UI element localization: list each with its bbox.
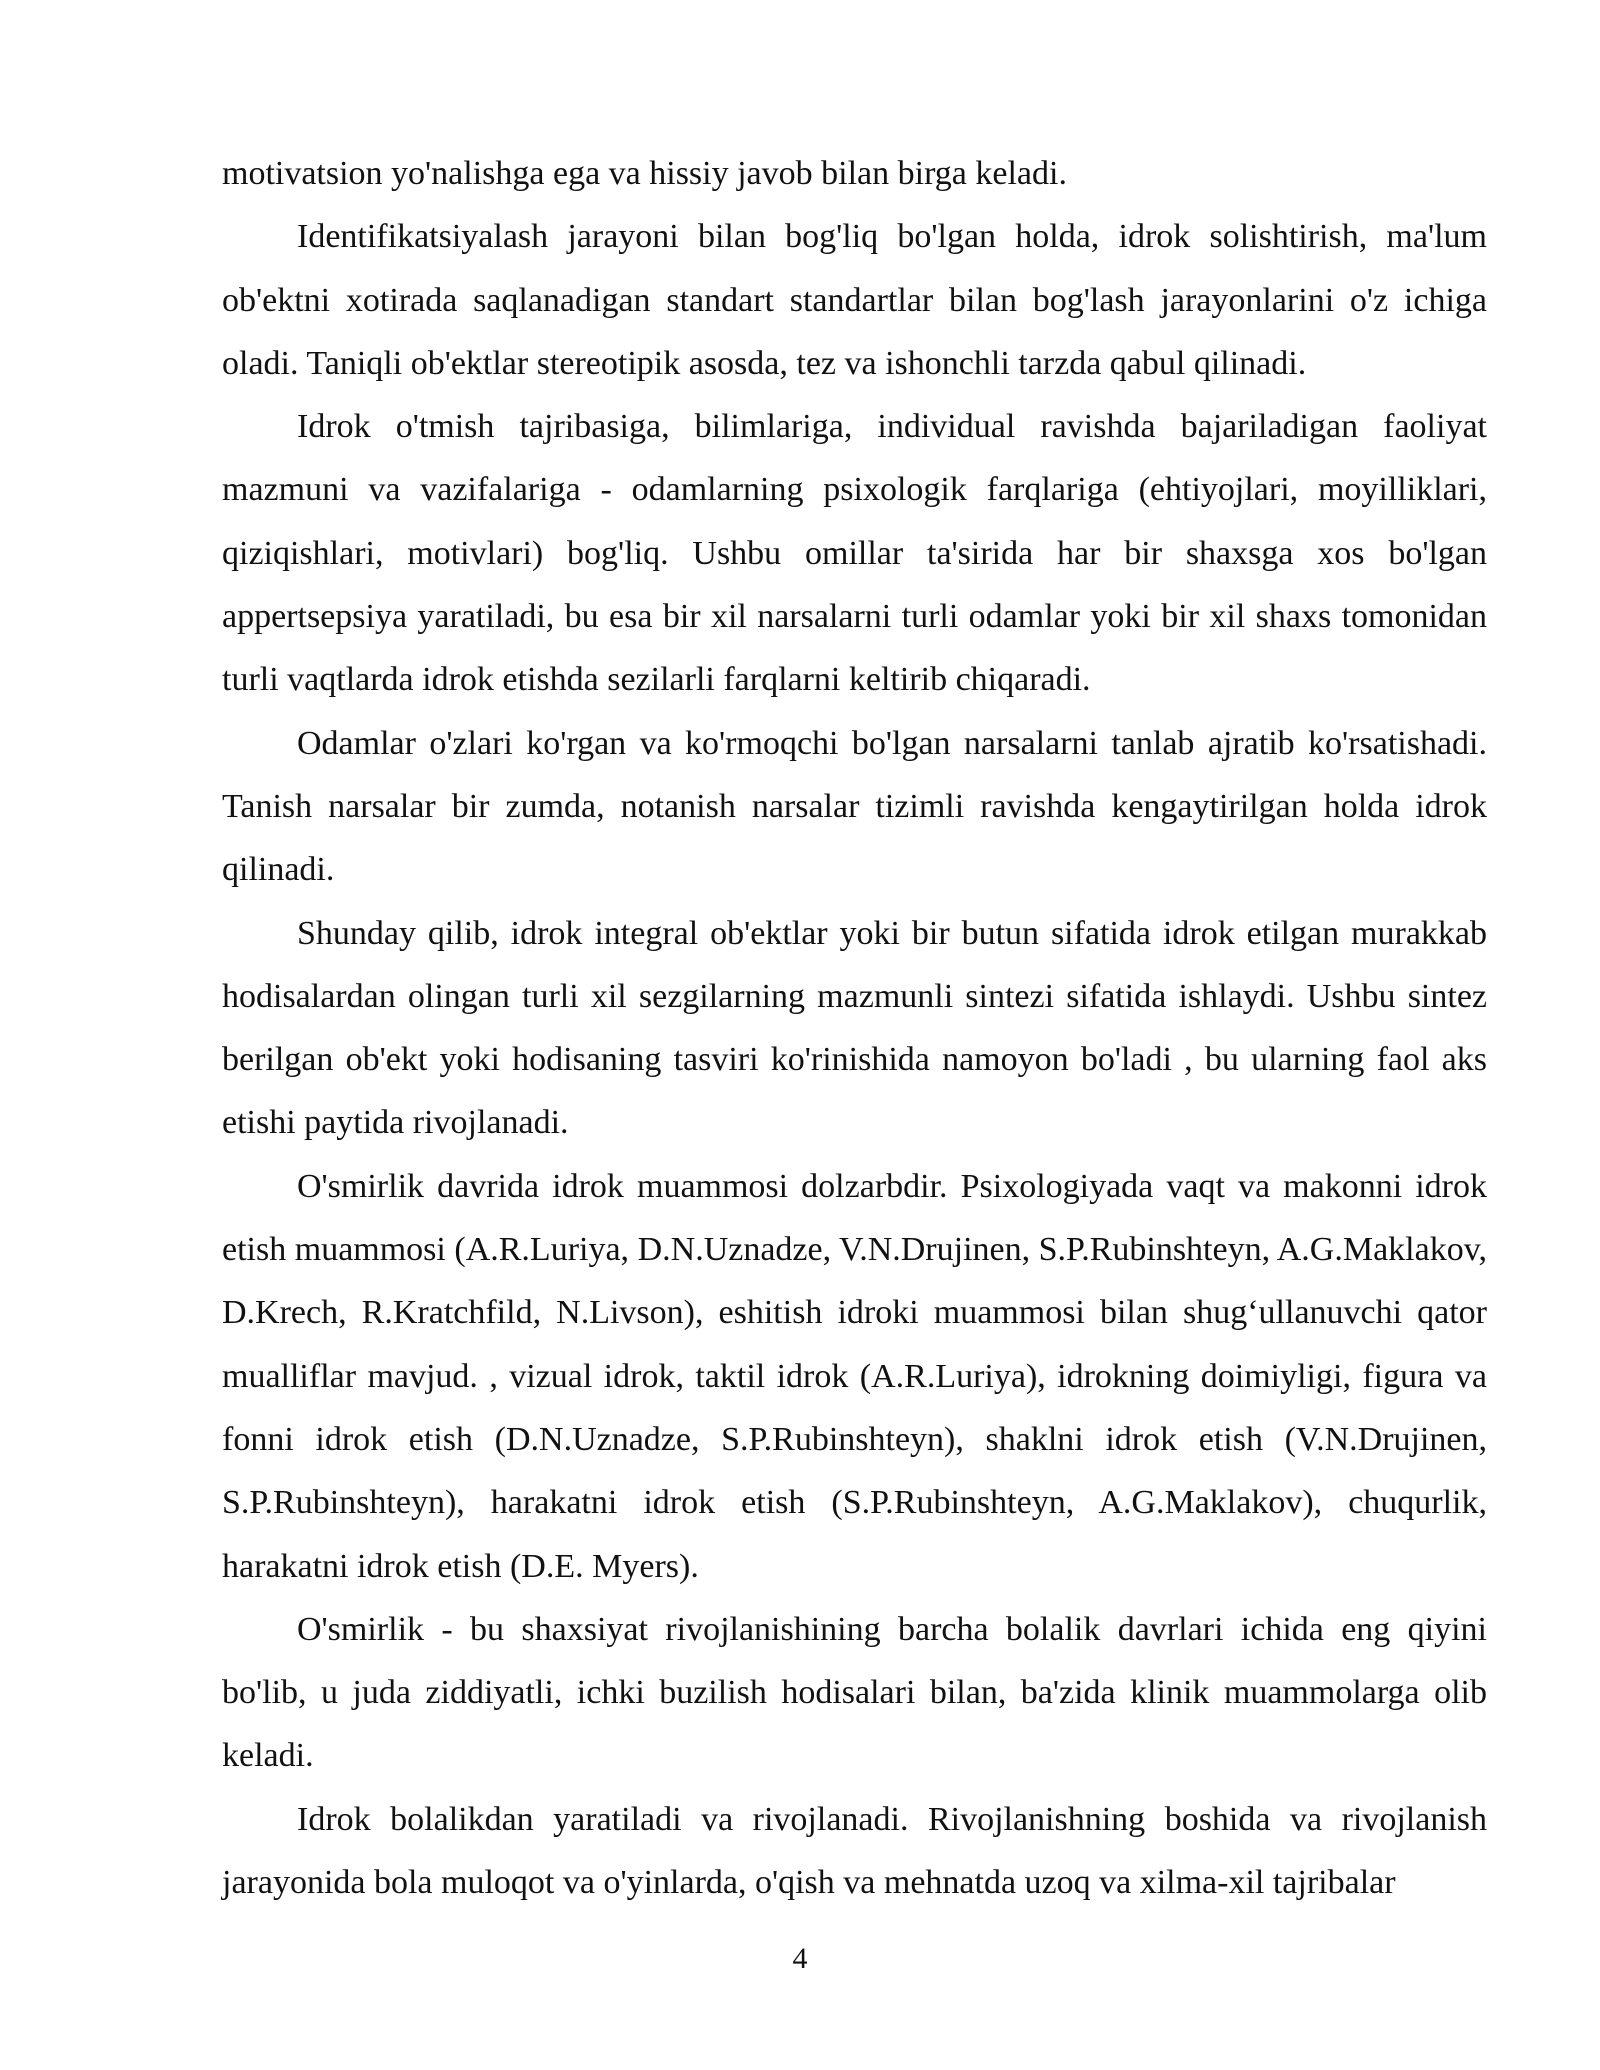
paragraph-1: motivatsion yo'nalishga ega va hissiy javob bilan birga keladi. bbox=[222, 155, 1067, 192]
paragraph-2: Identifikatsiyalash jarayoni bilan bog'liq bo'lgan holda, idrok solishtirish, ma'lum ob'ektni xotirada saqlanadigan standart standartlar bilan bog'lash jarayonlarini o'z ichiga oladi. Taniqli ob'ektlar stereotipik asosda, tez va ishonchli tarzda qabul qilinadi. bbox=[222, 218, 1487, 382]
paragraph-6: O'smirlik davrida idrok muammosi dolzarbdir. Psixologiyada vaqt va makonni idrok etish muammosi (A.R.Luriya, D.N.Uznadze, V.N.Drujinen, S.P.Rubinshteyn, A.G.Maklakov, D.Krech, R.Kratchfild, N.Livson), eshitish idroki muammosi bilan shug‘ullanuvchi qator mualliflar mavjud. , vizual idrok, taktil idrok (A.R.Luriya), idrokning doimiyligi, figura va fonni idrok etish (D.N.Uznadze, S.P.Rubinshteyn), shaklni idrok etish (V.N.Drujinen, S.P.Rubinshteyn), harakatni idrok etish (S.P.Rubinshteyn, A.G.Maklakov), chuqurlik, harakatni idrok etish (D.E. Myers). bbox=[222, 1167, 1487, 1585]
body-text bbox=[222, 142, 1487, 1914]
page-number: 4 bbox=[792, 1942, 808, 1975]
paragraph-7: O'smirlik - bu shaxsiyat rivojlanishining barcha bolalik davrlari ichida eng qiyini bo'lib, u juda ziddiyatli, ichki buzilish hodisalari bilan, ba'zida klinik muammolarga olib keladi. bbox=[222, 1610, 1487, 1775]
paragraph-4: Odamlar o'zlari ko'rgan va ko'rmoqchi bo'lgan narsalarni tanlab ajratib ko'rsatishadi. Tanish narsalar bir zumda, notanish narsalar tizimli ravishda kengaytirilgan holda idrok qilinadi. bbox=[222, 724, 1487, 889]
paragraph-3: Idrok o'tmish tajribasiga, bilimlariga, individual ravishda bajariladigan faoliyat mazmuni va vazifalariga - odamlarning psixologik farqlariga (ehtiyojlari, moyilliklari, qiziqishlari, motivlari) bog'liq. Ushbu omillar ta'sirida har bir shaxsga xos bo'lgan appertsepsiya yaratiladi, bu esa bir xil narsalarni turli odamlar yoki bir xil shaxs tomonidan turli vaqtlarda idrok etishda sezilarli farqlarni keltirib chiqaradi. bbox=[222, 408, 1487, 699]
paragraph-8: Idrok bolalikdan yaratiladi va rivojlanadi. Rivojlanishning boshida va rivojlanish jarayonida bola muloqot va o'yinlarda, o'qish va mehnatda uzoq va xilma-xil tajribalar bbox=[222, 1800, 1487, 1902]
paragraph-5: Shunday qilib, idrok integral ob'ektlar yoki bir butun sifatida idrok etilgan murakkab hodisalardan olingan turli xil sezgilarning mazmunli sintezi sifatida ishlaydi. Ushbu sintez berilgan ob'ekt yoki hodisaning tasviri ko'rinishida namoyon bo'ladi , bu ularning faol aks etishi paytida rivojlanadi. bbox=[222, 914, 1487, 1142]
